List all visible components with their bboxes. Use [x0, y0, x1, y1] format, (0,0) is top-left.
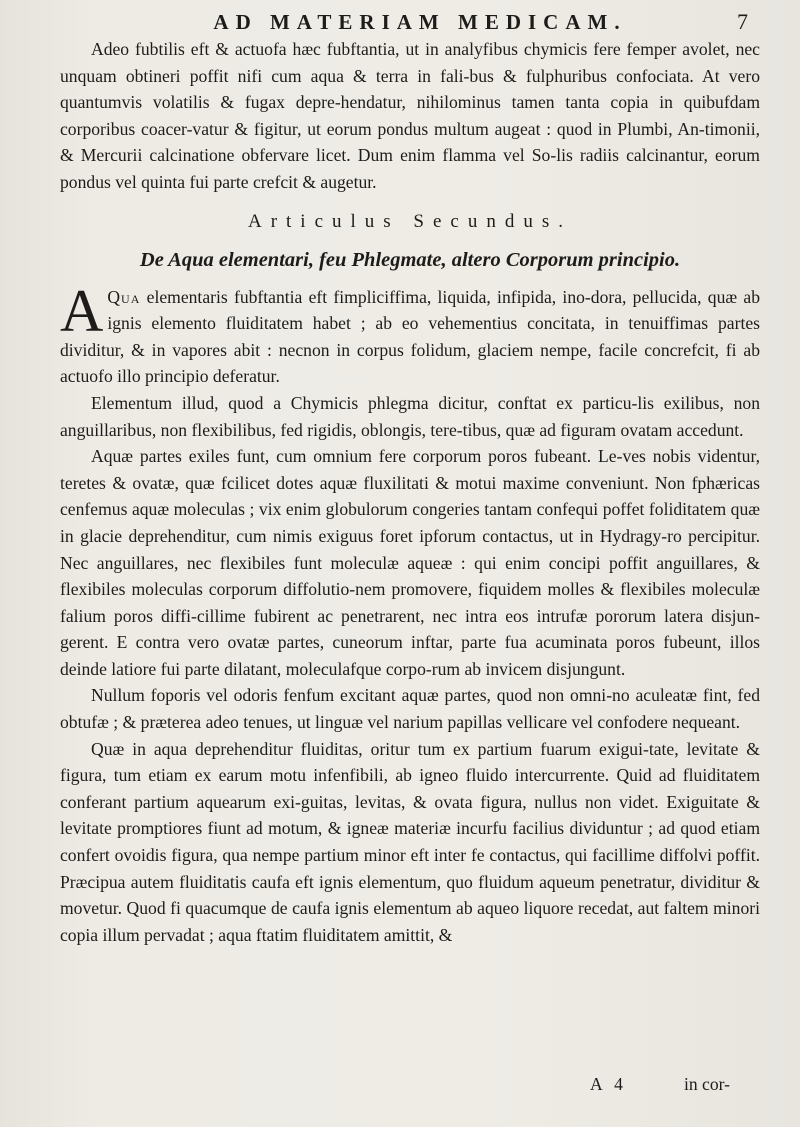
first-paragraph-text: elementaris fubftantia eft fimpliciffima, liquida, infipida, ino-dora, pellucida, quæ ab ignis elemento fluiditatem habet ; ab eo vehementius concitata, in tenuiffimas partes dividitur, & in vapores abit : necnon in corpus folidum, glaciem nempe, facile concrefcit, fi ab actuofo illo principio deferatur. — [60, 286, 760, 387]
first-paragraph — [60, 277, 760, 390]
paragraph-aquae-partes: Aquæ partes exiles funt, cum omnium fere corporum poros fubeant. Le-ves nobis videntur, teretes & ovatæ, quæ fcilicet dotes aquæ fluxilitati & motui maxime conveniunt. Non fphæricas cenfemus aquæ moleculas ; vix enim globulorum congeries tantam confequi poffet foliditatem quæ in glacie deprehenditur, cum nimis exiguus foret ipforum contactus, ut in Hydragy-ro percipitur. Nec anguillares, nec flexibiles funt moleculæ aqueæ : qui enim concipi poffit anguillares, & flexibiles moleculas corporum diffolutio-nem promovere, fiquidem molles & flexibiles moleculæ falium poros diffi-cillime fubirent ac penetrarent, nec intra eos intrufæ pororum latera disjun-gerent. E contra vero ovatæ partes, cuneorum inftar, parte fua acuminata poros fubeunt, illos deinde latiore fui parte dilatant, moleculafque corpo-rum ab invicem disjungunt. — [60, 446, 760, 679]
drop-cap: A — [60, 277, 104, 344]
running-title: AD MATERIAM MEDICAM. — [213, 10, 627, 34]
section-title: De Aqua elementari, feu Phlegmate, altero Corporum principio. — [139, 248, 681, 271]
paragraph-nullum-saporis: Nullum foporis vel odoris fenfum excitant aquæ partes, quod non omni-no aculeatæ fint, fed obtufæ ; & præterea adeo tenues, ut linguæ vel narium papillas vellicare vel confodere nequeant. — [60, 685, 760, 733]
page-number: 7 — [737, 9, 748, 34]
text-block — [60, 36, 760, 948]
article-heading: Articulus Secundus. — [247, 210, 573, 232]
intro-paragraph: Adeo fubtilis eft & actuofa hæc fubftantia, ut in analyfibus chymicis fere femper avolet, nec unquam obtineri poffit nifi cum aqua & terra in fali-bus & fulphuribus confociata. At vero quantumvis volatilis & fugax depre-hendatur, nihilominus tamen tanta copia in quibufdam corporibus coacer-vatur & figitur, ut eorum pondus multum augeat : quod in Plumbi, An-timonii, & Mercurii calcinatione obfervare licet. Dum enim flamma vel So-lis radiis calcinantur, eorum pondus vel quinta fui parte crefcit & augetur. — [60, 39, 760, 192]
paragraph-fluiditas: Quæ in aqua deprehenditur fluiditas, oritur tum ex partium fuarum exigui-tate, levitate & figura, tum etiam ex earum motu infenfibili, ab igneo fluido intercurrente. Quid ad fluiditatem conferant partium aquearum exi-guitas, levitas, & ovata figura, nullus non videt. Exiguitate & levitate promptiores fiunt ad motum, & igneæ materiæ incurfu facilius dividuntur ; ad quod etiam confert ovoidis figura, qua nempe partium minor eft inter fe contactus, qui facillime diffolvi poffit. Præcipua autem fluiditatis caufa eft ignis elementum, quo fluidum aqueum penetratur, dividitur & movetur. Quod fi quacumque de caufa ignis elementum ab aqueo liquore recedat, aut faltem minori copia illum pervadat ; aqua ftatim fluiditatem amittit, & — [60, 738, 760, 945]
lead-caps: Qua — [107, 286, 141, 307]
paragraph-elementum: Elementum illud, quod a Chymicis phlegma dicitur, conftat ex particu-lis exilibus, non anguillaribus, non flexibilibus, fed rigidis, oblongis, tere-tibus, quæ ad figuram ovatam accedunt. — [60, 392, 760, 440]
page-footer — [60, 1074, 760, 1100]
signature-mark: A 4 — [590, 1074, 627, 1094]
running-head — [40, 10, 760, 36]
catchword: in cor- — [683, 1074, 730, 1094]
